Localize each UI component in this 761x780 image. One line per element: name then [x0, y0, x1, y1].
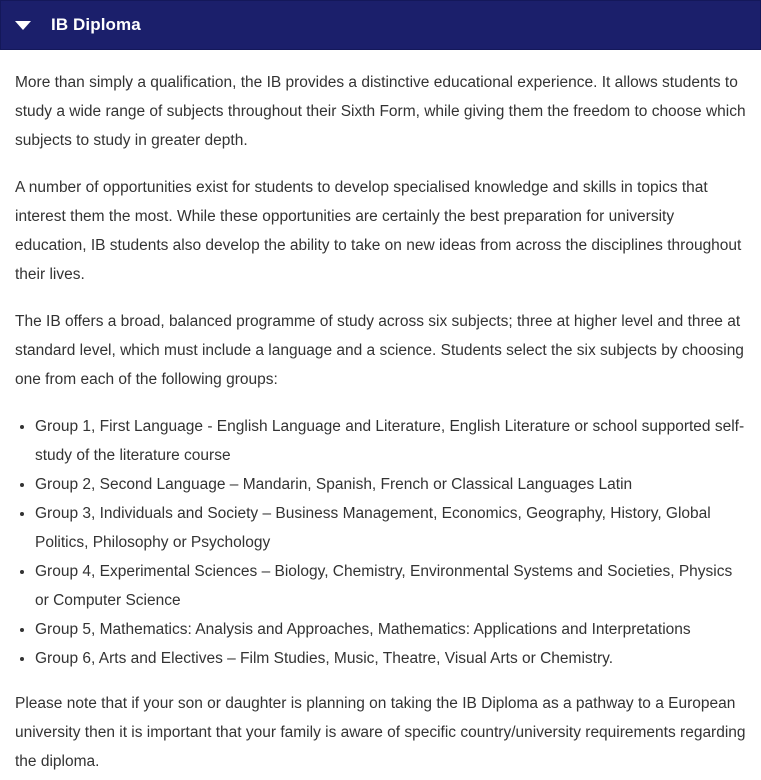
list-item-group-4: • Group 4, Experimental Sciences – Biology, Chemistry, Environmental Systems and Societies, Physics or Computer Science: [35, 557, 747, 615]
list-item-group-3: • Group 3, Individuals and Society – Business Management, Economics, Geography, History, Global Politics, Philosophy or Psychology: [35, 499, 747, 557]
accordion-title: IB Diploma: [51, 15, 141, 34]
caret-down-icon[interactable]: [15, 21, 31, 30]
intro-paragraph: More than simply a qualification, the IB provides a distinctive educational experience. It allows students to study a wide range of subjects throughout their Sixth Form, while giving them the freedom to choose which subjects to study in greater depth.: [15, 74, 746, 149]
accordion-content: [0, 50, 761, 776]
closing-note-paragraph: Please note that if your son or daughter is planning on taking the IB Diploma as a pathway to a European university then it is important that your family is aware of specific country/university requirements regarding the diploma.: [15, 695, 746, 770]
list-item-group-2: • Group 2, Second Language – Mandarin, Spanish, French or Classical Languages Latin: [35, 470, 747, 499]
list-item-group-1: • Group 1, First Language - English Language and Literature, English Literature or school supported self-study of the literature course: [35, 412, 747, 470]
list-item-group-5: • Group 5, Mathematics: Analysis and Approaches, Mathematics: Applications and Interpretations: [35, 615, 747, 644]
programme-paragraph: The IB offers a broad, balanced programme of study across six subjects; three at higher level and three at standard level, which must include a language and a science. Students select the six subjects by choosing one from each of the following groups:: [15, 313, 744, 388]
opportunities-paragraph: A number of opportunities exist for students to develop specialised knowledge and skills in topics that interest them the most. While these opportunities are certainly the best preparation for university education, IB students also develop the ability to take on new ideas from across the disciplines throughout their lives.: [15, 179, 742, 283]
subject-groups-list: [15, 412, 747, 673]
list-item-group-6: • Group 6, Arts and Electives – Film Studies, Music, Theatre, Visual Arts or Chemistry.: [35, 644, 747, 673]
accordion-header-ib-diploma[interactable]: [0, 0, 761, 50]
